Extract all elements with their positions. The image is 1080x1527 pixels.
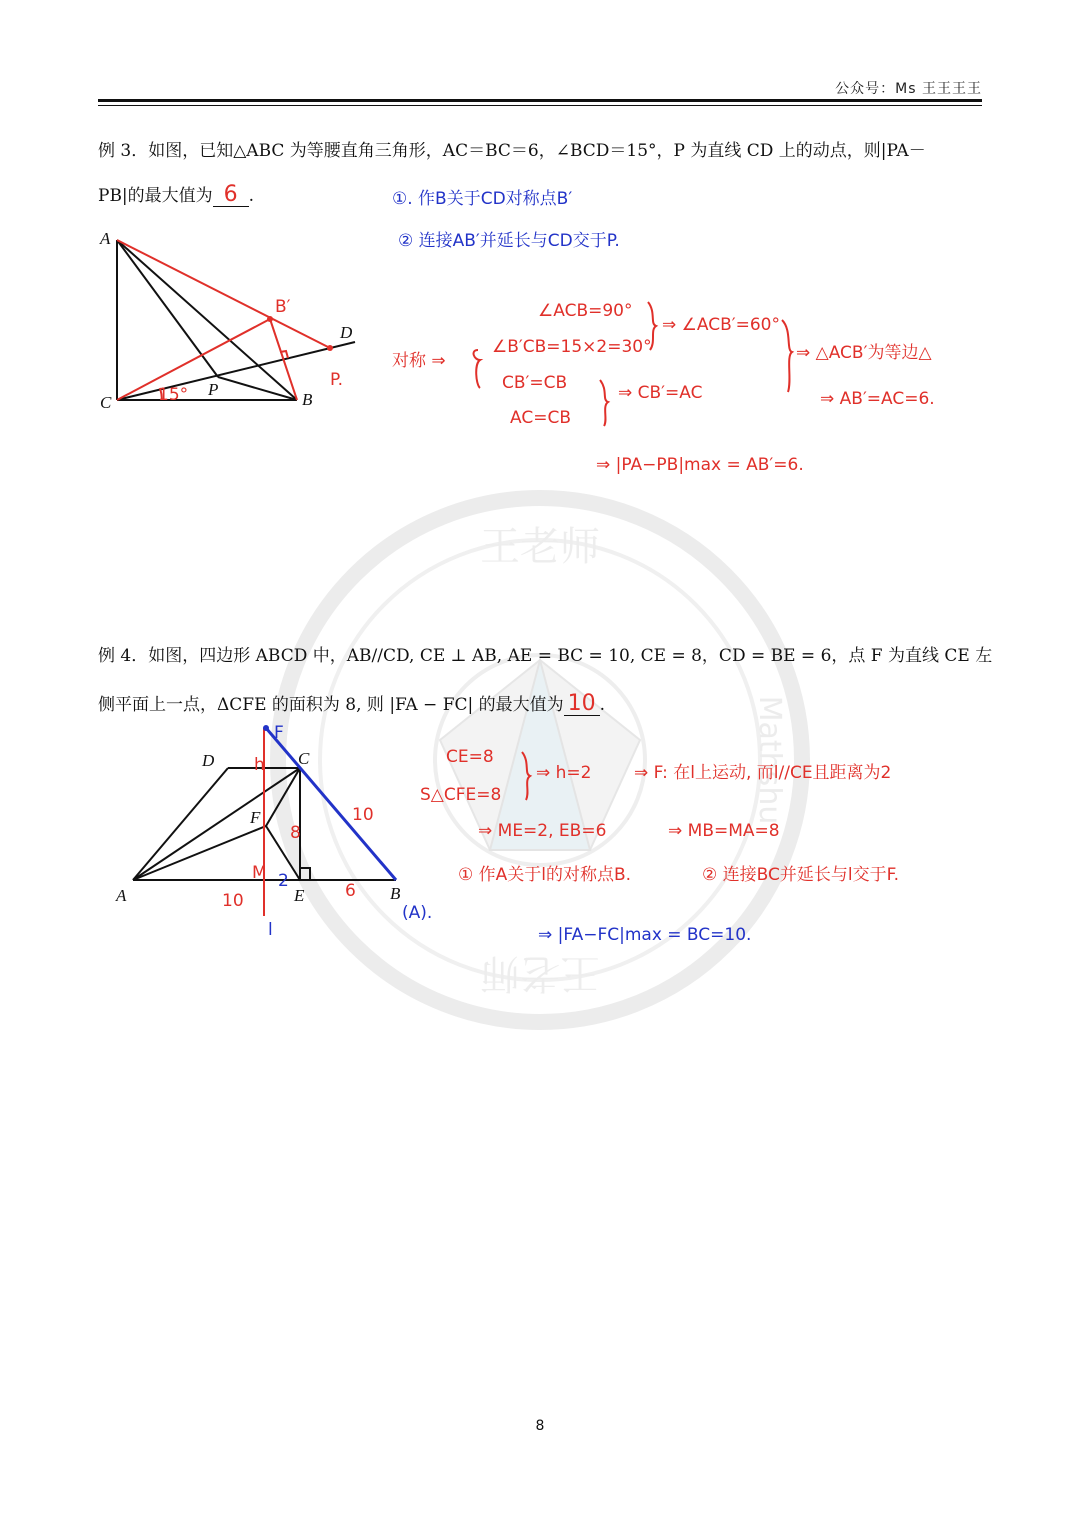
example4-answer: 10 — [564, 693, 600, 716]
watermark-text: 王老师 — [480, 524, 600, 570]
ex3-label-Bprime: B′ — [275, 297, 291, 317]
ex3-label-D: D — [340, 323, 353, 342]
watermark-latin: Mathshu — [752, 695, 787, 825]
ex4-label-10-ae: 10 — [222, 891, 244, 911]
example3-answer: 6 — [213, 184, 249, 207]
example3-line1: 例 3．如图，已知△ABC 为等腰直角三角形，AC＝BC＝6，∠BCD＝15°，P 为直线 CD 上的动点，则|PA－ — [98, 141, 926, 161]
ex3-cb-eq: CB′=CB — [502, 373, 568, 393]
watermark-text-bottom: 王老师 — [480, 950, 600, 996]
ex3-label-P: P — [208, 380, 219, 399]
ex4-label-E: E — [294, 886, 305, 905]
ex3-result-equilateral: ⇒ △ACB′为等边△ — [796, 343, 932, 363]
ex3-result-side: ⇒ CB′=AC — [618, 383, 703, 403]
ex4-label-6: 6 — [345, 881, 356, 901]
ex4-ce: CE=8 — [446, 747, 494, 767]
ex3-result-ab: ⇒ AB′=AC=6. — [820, 389, 935, 409]
ex4-label-B: B — [390, 884, 401, 903]
ex3-sym-label: 对称 ⇒ — [392, 351, 446, 371]
example4-line2-text: 侧平面上一点，ΔCFE 的面积为 8, 则 |FA − FC| 的最大值为 — [98, 695, 564, 715]
ex4-label-C: C — [298, 749, 310, 768]
ex4-label-2: 2 — [278, 871, 289, 891]
header-text: 公众号：Ms 王王王王 — [835, 81, 982, 97]
ex3-ac-eq: AC=CB — [510, 408, 571, 428]
example4-line1: 例 4．如图，四边形 ABCD 中，AB//CD, CE ⊥ AB, AE = BC = 10, CE = 8，CD = BE = 6，点 F 为直线 CE 左 — [98, 646, 993, 666]
ex3-label-angle: 15° — [158, 385, 189, 405]
ex3-label-B: B — [302, 390, 313, 409]
example3-line2-text: PB|的最大值为 — [98, 186, 213, 206]
ex3-label-C: C — [100, 393, 112, 412]
example4-line2-end: . — [599, 695, 606, 715]
example3-line2-end: . — [248, 186, 255, 206]
ex4-label-D: D — [202, 751, 215, 770]
ex4-label-M: M — [252, 863, 267, 883]
ex4-label-Ftop: F — [274, 723, 284, 743]
ex3-angle-bcb: ∠B′CB=15×2=30° — [492, 337, 652, 357]
ex4-step2: ② 连接BC并延长与l交于F. — [702, 865, 900, 885]
ex4-label-l: l — [268, 920, 273, 940]
ex3-label-Pmark: P. — [330, 370, 344, 390]
ex4-label-8: 8 — [290, 823, 301, 843]
ex4-final: ⇒ |FA−FC|max = BC=10. — [538, 925, 752, 945]
ex4-label-A: A — [116, 886, 127, 905]
ex3-step2: ② 连接AB′并延长与CD交于P. — [398, 231, 620, 251]
ex4-me: ⇒ ME=2, EB=6 — [478, 821, 607, 841]
ex4-label-BA: (A). — [402, 903, 433, 923]
ex4-label-F: F — [250, 808, 261, 827]
ex3-result-angle: ⇒ ∠ACB′=60° — [662, 315, 780, 335]
ex3-angle-acb: ∠ACB=90° — [538, 301, 633, 321]
ex3-label-A: A — [100, 229, 111, 248]
ex4-step1: ① 作A关于l的对称点B. — [458, 865, 632, 885]
ex4-label-h: h — [254, 755, 265, 775]
ex4-mb: ⇒ MB=MA=8 — [668, 821, 780, 841]
ex3-step1: ①. 作B关于CD对称点B′ — [392, 189, 573, 209]
ex4-h-result: ⇒ h=2 — [536, 763, 592, 783]
page-number: 8 — [535, 1418, 545, 1434]
ex4-f-result: ⇒ F: 在l上运动, 而l//CE且距离为2 — [634, 763, 892, 783]
ex4-s: S△CFE=8 — [420, 785, 502, 805]
ex3-final: ⇒ |PA−PB|max = AB′=6. — [596, 455, 804, 475]
ex4-label-10-bc: 10 — [352, 805, 374, 825]
